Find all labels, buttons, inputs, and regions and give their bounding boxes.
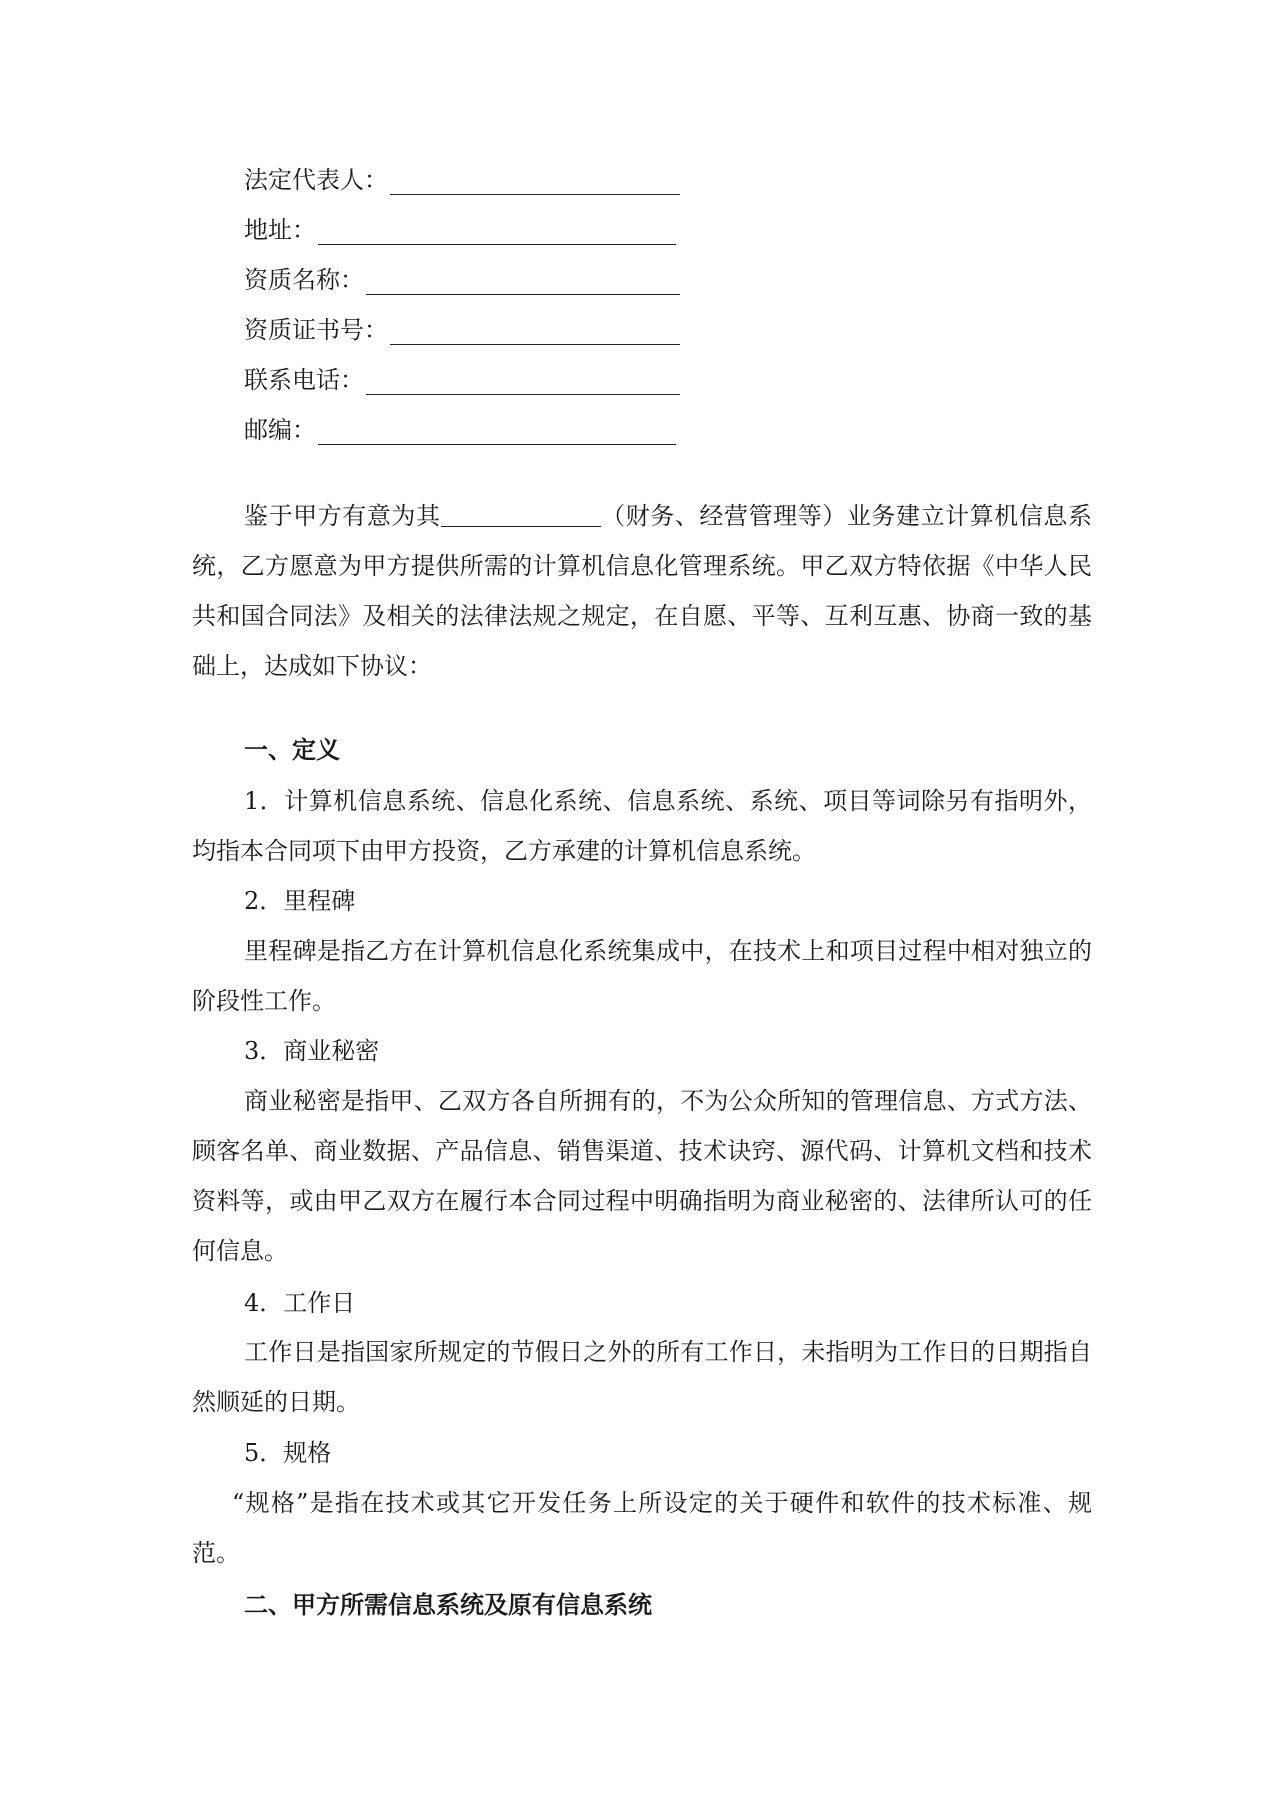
field-label: 联系电话：: [244, 366, 364, 394]
field-certificate-number: [244, 315, 680, 345]
definition-item-3-title: 3．商业秘密: [244, 1037, 380, 1065]
field-blank-line[interactable]: [318, 420, 676, 445]
definition-item-4-body: 工作日是指国家所规定的节假日之外的所有工作日，未指明为工作日的日期指自然顺延的日期。: [192, 1338, 1092, 1416]
business-blank-line[interactable]: [441, 502, 601, 527]
field-address: [244, 215, 676, 245]
field-blank-line[interactable]: [390, 170, 680, 195]
field-label: 资质证书号：: [244, 316, 388, 344]
intro-paragraph: [192, 491, 1092, 691]
definition-item-3-body: 商业秘密是指甲、乙双方各自所拥有的，不为公众所知的管理信息、方式方法、顾客名单、商业数据、产品信息、销售渠道、技术诀窍、源代码、计算机文档和技术资料等，或由甲乙双方在履行本合同过程中明确指明为商业秘密的、法律所认可的任何信息。: [192, 1087, 1092, 1265]
section-heading-definitions: 一、定义: [244, 735, 340, 764]
field-blank-line[interactable]: [366, 270, 680, 295]
field-blank-line[interactable]: [390, 320, 680, 345]
definition-item-2-title: 2．里程碑: [244, 887, 356, 915]
definition-item-4-title: 4．工作日: [244, 1289, 356, 1317]
field-qualification-name: [244, 265, 680, 295]
definition-item-5-title: 5．规格: [244, 1439, 332, 1467]
field-label: 邮编：: [244, 416, 316, 444]
field-postcode: [244, 415, 676, 445]
intro-after-blank: （财务、经营管理等）业务建立计算机信息系统，乙方愿意为甲方提供所需的计算机信息化管理系统。甲乙双方特依据《中华人民共和国合同法》及相关的法律法规之规定，在自愿、平等、互利互惠、协商一致的基础上，达成如下协议：: [192, 502, 1093, 680]
section-heading-required-systems: 二、甲方所需信息系统及原有信息系统: [244, 1590, 652, 1619]
field-label: 资质名称：: [244, 266, 364, 294]
field-phone: [244, 365, 680, 395]
definition-item-2-body: 里程碑是指乙方在计算机信息化系统集成中，在技术上和项目过程中相对独立的阶段性工作。: [192, 937, 1092, 1015]
field-label: 法定代表人：: [244, 166, 388, 194]
field-label: 地址：: [244, 216, 316, 244]
field-legal-representative: [244, 165, 680, 195]
definition-item-5-body: “规格”是指在技术或其它开发任务上所设定的关于硬件和软件的技术标准、规范。: [192, 1489, 1092, 1567]
field-blank-line[interactable]: [366, 370, 680, 395]
definition-item-1-body: 1．计算机信息系统、信息化系统、信息系统、系统、项目等词除另有指明外，均指本合同项下由甲方投资，乙方承建的计算机信息系统。: [192, 787, 1092, 865]
intro-before-blank: 鉴于甲方有意为其: [244, 502, 441, 530]
field-blank-line[interactable]: [318, 220, 676, 245]
